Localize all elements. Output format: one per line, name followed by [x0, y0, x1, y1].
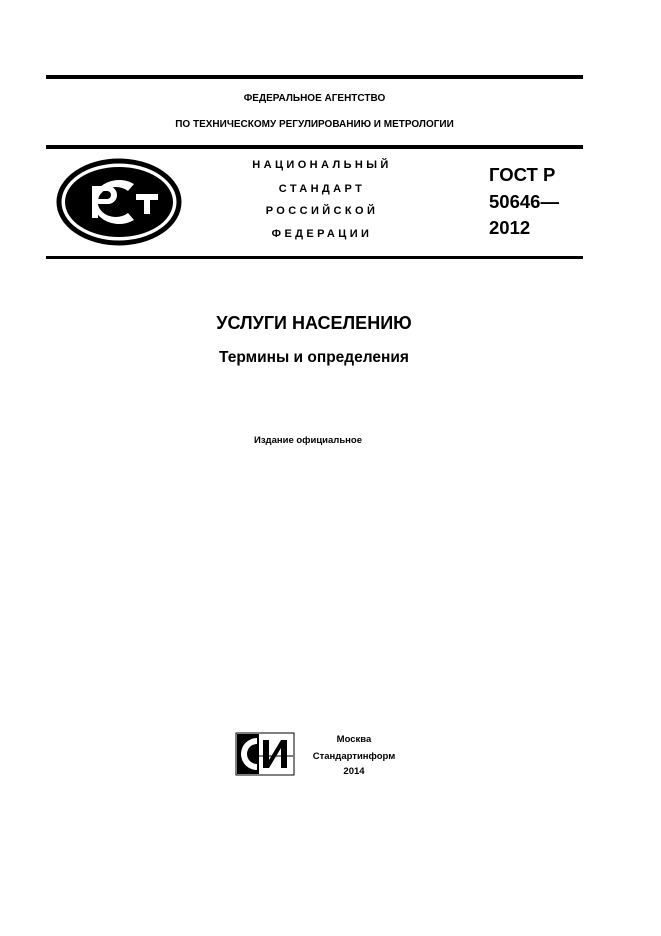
header-rule: [46, 145, 583, 149]
document-subtitle: Термины и определения: [219, 349, 409, 366]
agency-line-2: ПО ТЕХНИЧЕСКОМУ РЕГУЛИРОВАНИЮ И МЕТРОЛОГИИ: [175, 119, 454, 130]
edition-note: Издание официальное: [254, 435, 362, 446]
document-title: УСЛУГИ НАСЕЛЕНИЮ: [216, 313, 412, 333]
publication-year: 2014: [343, 766, 365, 777]
publisher-city: Москва: [336, 734, 372, 745]
rst-logo-icon: [56, 158, 182, 246]
agency-line-1: ФЕДЕРАЛЬНОЕ АГЕНТСТВО: [243, 93, 386, 104]
gost-designation-line-2: 50646—: [489, 191, 559, 212]
publisher-name: Стандартинформ: [312, 751, 396, 762]
standard-block-rule: [46, 256, 583, 259]
gost-designation-line-3: 2012: [489, 217, 531, 238]
standartinform-logo-icon: [235, 732, 295, 776]
top-rule: [46, 75, 583, 79]
national-line-4: ФЕДЕРАЦИИ: [271, 228, 373, 240]
national-line-1: НАЦИОНАЛЬНЫЙ: [252, 159, 392, 171]
national-line-2: СТАНДАРТ: [278, 183, 366, 195]
national-line-3: РОССИЙСКОЙ: [265, 205, 379, 217]
gost-designation-line-1: ГОСТ Р: [489, 164, 556, 185]
